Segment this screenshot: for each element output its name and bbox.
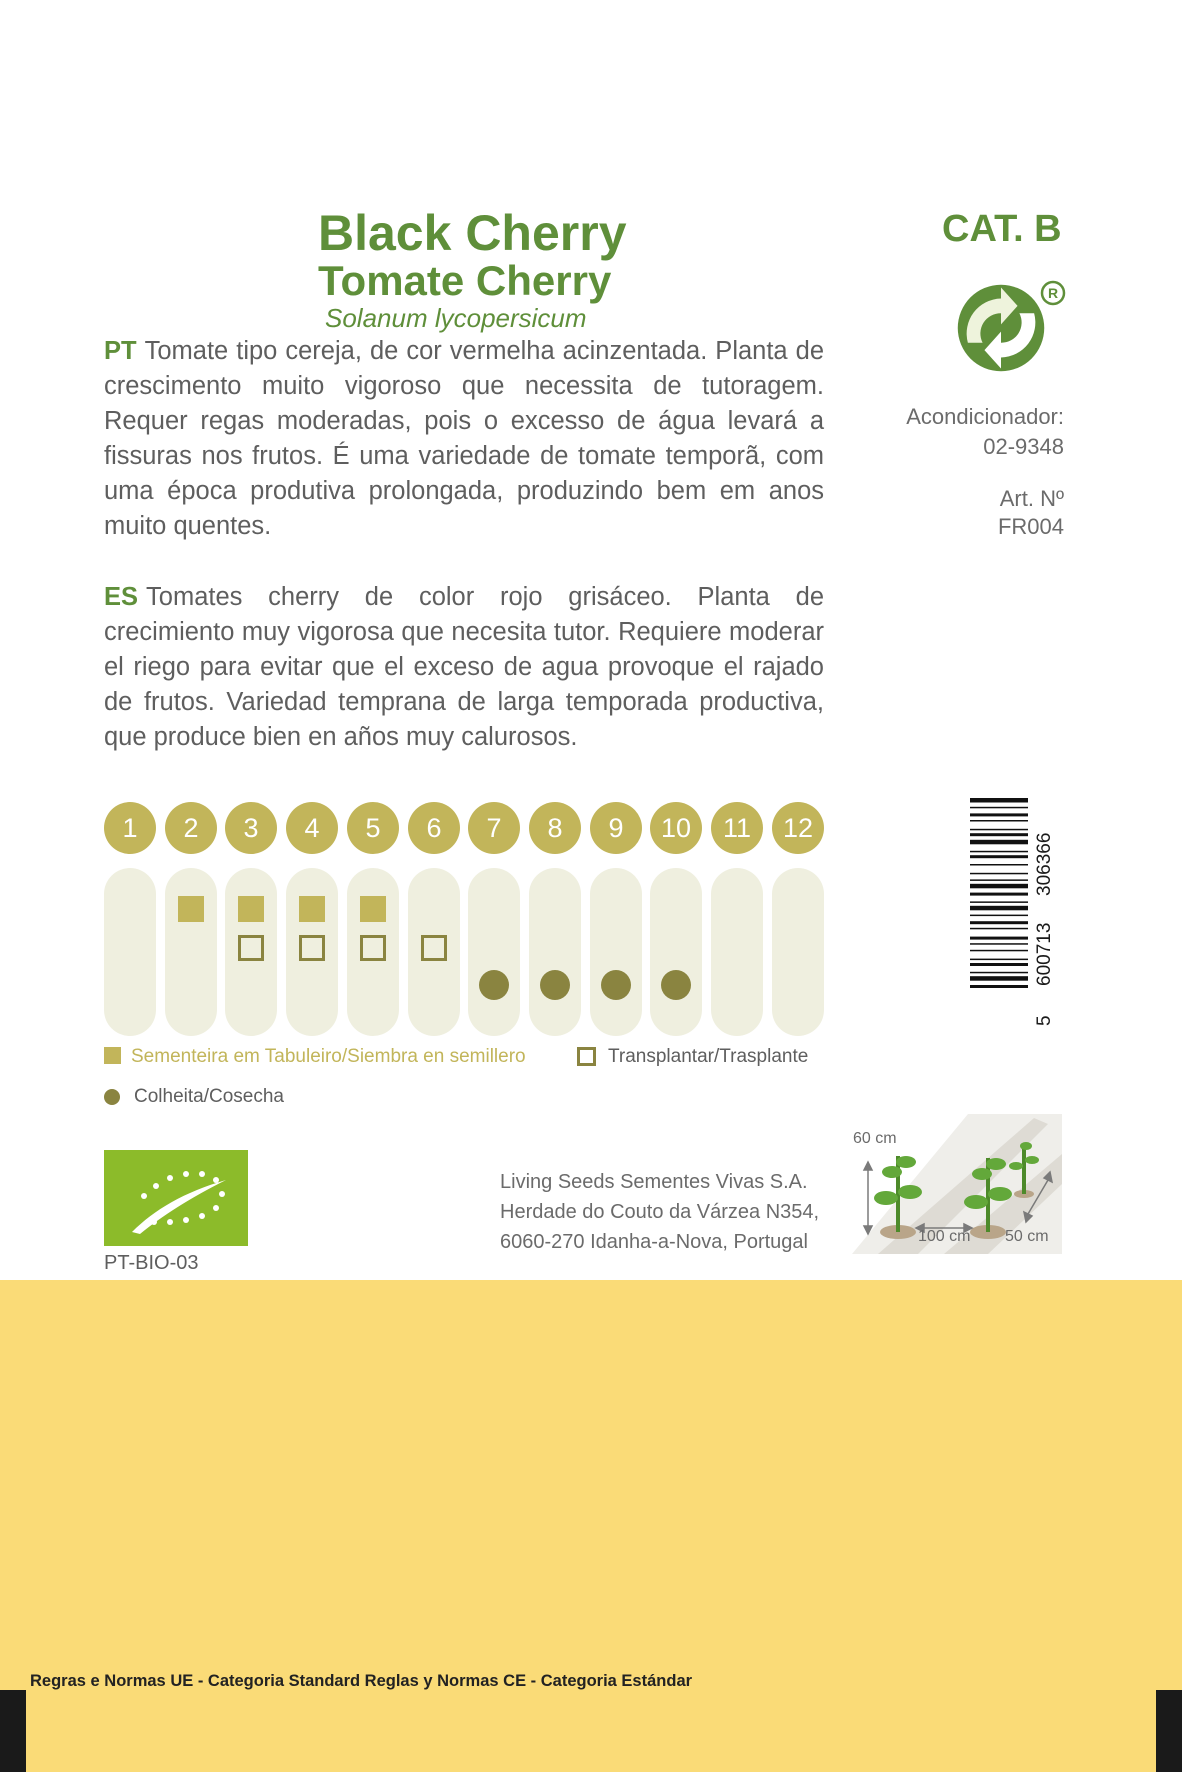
green-dot-icon [955,282,1047,374]
organic-cert-code: PT-BIO-03 [104,1252,199,1274]
lang-code-pt: PT [104,337,137,365]
legend-transplant-marker [577,1047,596,1066]
calendar-month-5 [347,802,399,1042]
harvest-marker [479,970,509,1000]
sow-marker [238,896,264,922]
spacing-plant-label: 50 cm [1005,1228,1049,1245]
month-bar [529,868,581,1036]
calendar-month-10 [650,802,702,1042]
footer-band [0,1280,1182,1772]
description-es-text: Tomates cherry de color rojo grisáceo. Planta de crecimiento muy vigorosa que necesita tutor. Requiere moderar el riego para evitar que el exceso de agua provoque el rajado de frutos. Variedad temprana de larga temporada productiva, que produce bien en años muy calurosos. [104,583,824,751]
month-number: 12 [772,802,824,854]
calendar-month-2 [165,802,217,1042]
harvest-marker [661,970,691,1000]
harvest-marker [601,970,631,1000]
packer-label: Acondicionador: [906,404,1064,429]
sow-marker [360,896,386,922]
article-label: Art. Nº [999,486,1064,511]
company-address-line-1: Herdade do Couto da Várzea N354, [500,1201,820,1223]
month-bar [104,868,156,1036]
svg-text:R: R [1047,285,1059,301]
month-number: 5 [347,802,399,854]
calendar-month-4 [286,802,338,1042]
month-number: 4 [286,802,338,854]
latin-name: Solanum lycopersicum [325,303,587,333]
company-name: Living Seeds Sementes Vivas S.A. [500,1171,808,1193]
barcode-bars [970,798,1028,988]
calendar-month-11 [711,802,763,1042]
calendar-month-6 [408,802,460,1042]
barcode-first-digit: 5 [1034,1015,1055,1026]
month-number: 9 [590,802,642,854]
month-bar [650,868,702,1036]
article-value: FR004 [997,514,1064,539]
registered-mark-icon [1040,280,1066,306]
calendar-month-1 [104,802,156,1042]
legend-sow-label: Sementeira em Tabuleiro/Siembra en semillero [131,1046,526,1067]
transplant-marker [421,935,447,961]
description-pt [104,334,824,544]
month-bar [590,868,642,1036]
eu-organic-leaf-icon [104,1150,248,1246]
legend-sow-marker [104,1047,121,1064]
barcode [968,796,1060,1030]
month-number: 2 [165,802,217,854]
product-type: Tomate Cherry [318,257,612,304]
month-number: 11 [711,802,763,854]
sow-marker [299,896,325,922]
description-pt-text: Tomate tipo cereja, de cor vermelha acinzentada. Planta de crescimento muito vigoroso que necessita de tutoragem. Requer regas moderadas, pois o excesso de água levará a fissuras nos frutos. É uma variedade de tomate temporã, com uma época produtiva prolongada, produzindo bem em anos muito quentes. [104,337,824,540]
month-bar [772,868,824,1036]
legend-harvest-label: Colheita/Cosecha [134,1086,284,1107]
edge-mark-left [0,1690,26,1772]
footer-regulation-text: Regras e Normas UE - Categoria Standard Reglas y Normas CE - Categoria Estándar [30,1672,693,1690]
month-bar [165,868,217,1036]
calendar-month-12 [772,802,824,1042]
barcode-group-1: 600713 [1034,922,1055,986]
month-number: 1 [104,802,156,854]
month-number: 3 [225,802,277,854]
sowing-calendar [104,802,824,1042]
description-es [104,580,824,755]
calendar-month-3 [225,802,277,1042]
spacing-height-label: 60 cm [853,1130,897,1147]
spacing-row-label: 100 cm [918,1228,971,1245]
month-number: 7 [468,802,520,854]
barcode-group-2: 306366 [1034,832,1055,896]
transplant-marker [360,935,386,961]
month-number: 10 [650,802,702,854]
lang-code-es: ES [104,583,139,611]
harvest-marker [540,970,570,1000]
packer-value: 02-9348 [983,434,1064,459]
calendar-month-7 [468,802,520,1042]
company-address-line-2: 6060-270 Idanha-a-Nova, Portugal [500,1231,808,1253]
month-bar [468,868,520,1036]
product-name: Black Cherry [318,205,627,261]
sow-marker [178,896,204,922]
month-number: 6 [408,802,460,854]
month-bar [711,868,763,1036]
calendar-month-9 [590,802,642,1042]
legend-harvest-marker [104,1089,120,1105]
edge-mark-right [1156,1690,1182,1772]
category-label: CAT. B [942,208,1062,250]
legend-transplant-label: Transplantar/Trasplante [608,1046,809,1067]
transplant-marker [238,935,264,961]
transplant-marker [299,935,325,961]
month-number: 8 [529,802,581,854]
calendar-month-8 [529,802,581,1042]
